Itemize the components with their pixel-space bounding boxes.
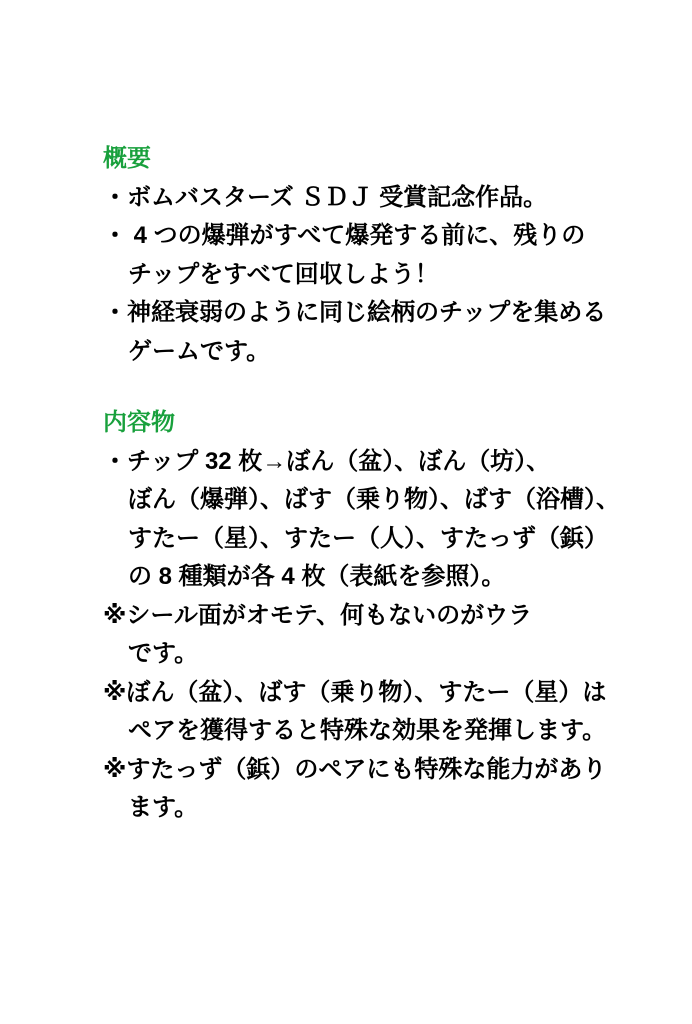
text-line: [103, 712, 643, 751]
paragraph: [103, 217, 643, 294]
line-text: ぼん（爆弾）、ばす（乗り物）、ばす（浴槽）、: [128, 486, 620, 513]
note-marker: ※: [103, 678, 127, 706]
line-text: すたー（星）、すたー（人）、すたっず（鋲）: [128, 524, 608, 552]
line-text: です。: [128, 640, 199, 667]
text-line: [103, 217, 643, 256]
paragraph: [103, 751, 643, 828]
text-line: [103, 520, 643, 559]
line-text: の 8 種類が各 4 枚（表紙を参照）。: [128, 563, 506, 590]
bullet-marker: ・: [103, 183, 127, 211]
line-text: すたっず（鋲）のペアにも特殊な能力があり: [126, 755, 607, 783]
text-line: [103, 674, 643, 713]
text-line: [103, 333, 643, 372]
line-text: ボムバスターズ ＳＤＪ 受賞記念作品。: [127, 183, 548, 211]
line-text: チップをすべて回収しよう！: [128, 260, 439, 288]
text-line: [103, 558, 643, 597]
line-text: ます。: [128, 794, 199, 821]
paragraph: [103, 179, 643, 218]
text-line: [103, 751, 643, 790]
text-line: [103, 635, 643, 674]
text-line: [103, 789, 643, 828]
note-marker: ※: [103, 755, 127, 783]
line-text: ゲームです。: [128, 337, 271, 365]
bullet-marker: ・: [103, 299, 127, 326]
section-heading: 内容物: [103, 409, 175, 436]
text-line: [103, 481, 643, 520]
paragraph: [103, 674, 643, 751]
paragraph: [103, 597, 643, 674]
text-line: [103, 256, 643, 295]
paragraph: [103, 443, 643, 597]
document-body: [103, 140, 643, 828]
line-text: 神経衰弱のように同じ絵柄のチップを集める: [127, 299, 607, 326]
text-line: [103, 597, 643, 636]
section-heading: 概要: [103, 145, 151, 172]
line-text: ぼん（盆）、ばす（乗り物）、すたー（星）は: [126, 678, 607, 706]
bullet-marker: ・: [103, 447, 127, 475]
paragraph: [103, 294, 643, 371]
text-line: [103, 443, 643, 482]
line-text: シール面がオモテ、何もないのがウラ: [126, 601, 533, 629]
line-text: 4 つの爆弾がすべて爆発する前に、残りの: [127, 222, 586, 249]
note-marker: ※: [103, 601, 127, 629]
bullet-marker: ・: [103, 222, 127, 249]
line-text: チップ 32 枚→ぼん（盆）、ぼん（坊）、: [127, 447, 551, 475]
line-text: ペアを獲得すると特殊な効果を発揮します。: [128, 717, 607, 744]
section: [103, 404, 643, 828]
section: [103, 140, 643, 371]
text-line: [103, 179, 643, 218]
text-line: [103, 294, 643, 333]
